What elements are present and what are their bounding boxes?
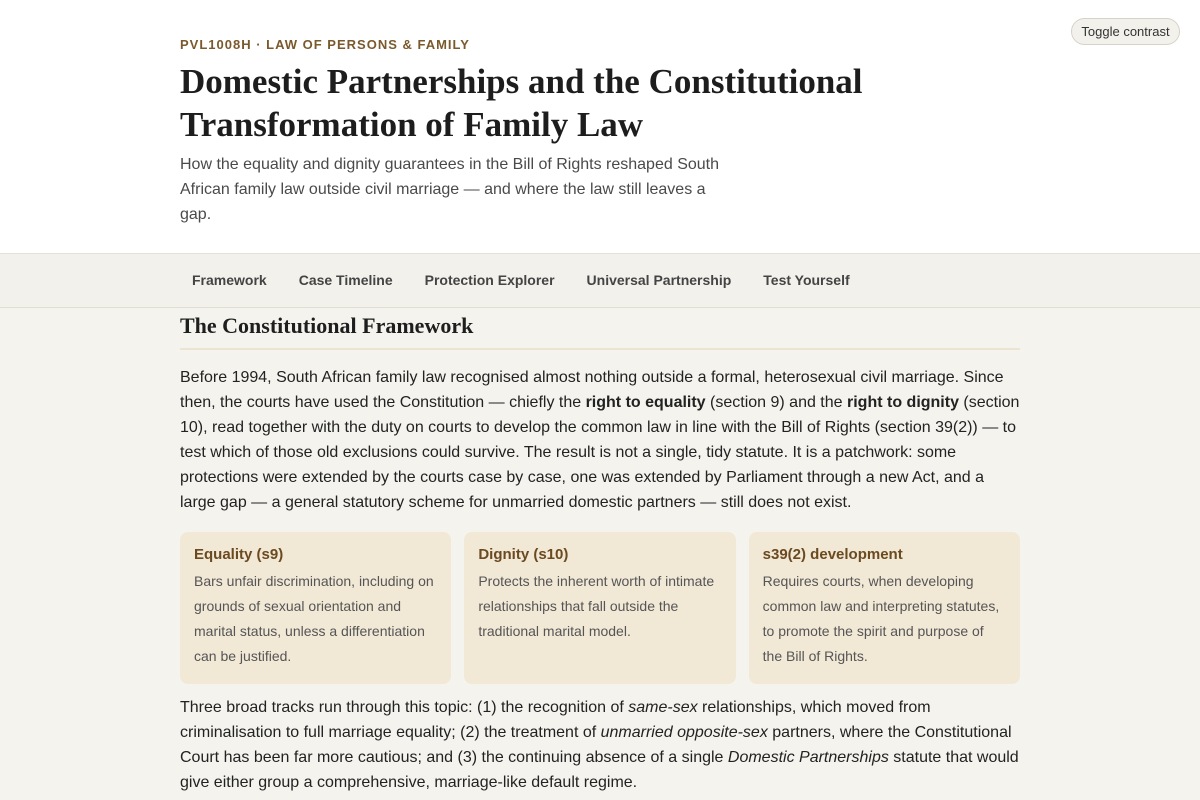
page-subtitle: How the equality and dignity guarantees in the Bill of Rights reshaped South African family law outside civil marriage — and where the law still leaves a gap. (180, 156, 720, 223)
tracks-text-1: Three broad tracks run through this topic: (1) the recognition of (180, 699, 629, 716)
course-code: PVL1008H · LAW OF PERSONS & FAMILY (180, 37, 470, 52)
intro-text-2: (section 9) and the (705, 394, 847, 411)
principle-cards (180, 532, 1020, 684)
tracks-text-2: relationships, which moved from criminalisation to full marriage equality; (2) the treatment of (180, 699, 931, 741)
nav-item-universal-partnership[interactable]: Universal Partnership (586, 272, 732, 288)
unmarried-opposite-sex-emphasis: unmarried opposite-sex (600, 724, 768, 741)
tracks-text-3: partners, where the Constitutional Court has been far more cautious; and (3) the continuing absence of a single (180, 724, 1012, 766)
nav-item-protection-explorer[interactable]: Protection Explorer (424, 272, 555, 288)
intro-text-1: Before 1994, South African family law recognised almost nothing outside a formal, heterosexual civil marriage. Since then, the courts have used the Constitution — chiefly the (180, 369, 1004, 411)
tracks-text-4: statute that would give either group a comprehensive, marriage-like default regime. (180, 749, 1019, 791)
main-content (180, 308, 1020, 795)
toggle-contrast-button[interactable]: Toggle contrast (1071, 18, 1180, 45)
section-nav (0, 254, 1200, 308)
intro-paragraph (180, 365, 1020, 515)
card-body: Protects the inherent worth of intimate relationships that fall outside the traditional marital model. (478, 573, 715, 639)
card-title: Dignity (s10) (478, 546, 569, 563)
page-title: Domestic Partnerships and the Constitutional Transformation of Family Law (180, 62, 863, 144)
card-body: Bars unfair discrimination, including on grounds of sexual orientation and marital status, unless a differentiation can be justified. (194, 573, 434, 664)
card-dignity (464, 532, 735, 684)
nav-item-case-timeline[interactable]: Case Timeline (298, 272, 393, 288)
card-equality (180, 532, 451, 684)
right-to-dignity-emphasis: right to dignity (847, 394, 959, 411)
card-title: s39(2) development (762, 546, 903, 563)
section-title: The Constitutional Framework (180, 308, 1020, 350)
card-body: Requires courts, when developing common law and interpreting statutes, to promote the spirit and purpose of the Bill of Rights. (762, 573, 1000, 664)
nav-item-test-yourself[interactable]: Test Yourself (763, 272, 850, 288)
domestic-partnerships-emphasis: Domestic Partnerships (727, 749, 889, 766)
card-title: Equality (s9) (194, 546, 284, 563)
intro-text-3: (section 10), read together with the duty on courts to develop the common law in line with the Bill of Rights (section 39(2)) — to test which of those old exclusions could survive. The result is not a single, tidy statute. It is a patchwork: some protections were extended by the courts case by case, one was extended by Parliament through a new Act, and a large gap — a general statutory scheme for unmarried domestic partners — still does not exist. (180, 394, 1020, 511)
same-sex-emphasis: same-sex (628, 699, 698, 716)
nav-item-framework[interactable]: Framework (192, 272, 267, 288)
right-to-equality-emphasis: right to equality (585, 394, 706, 411)
tracks-paragraph (180, 695, 1020, 795)
card-s39-development (749, 532, 1020, 684)
page-header (0, 0, 1200, 254)
